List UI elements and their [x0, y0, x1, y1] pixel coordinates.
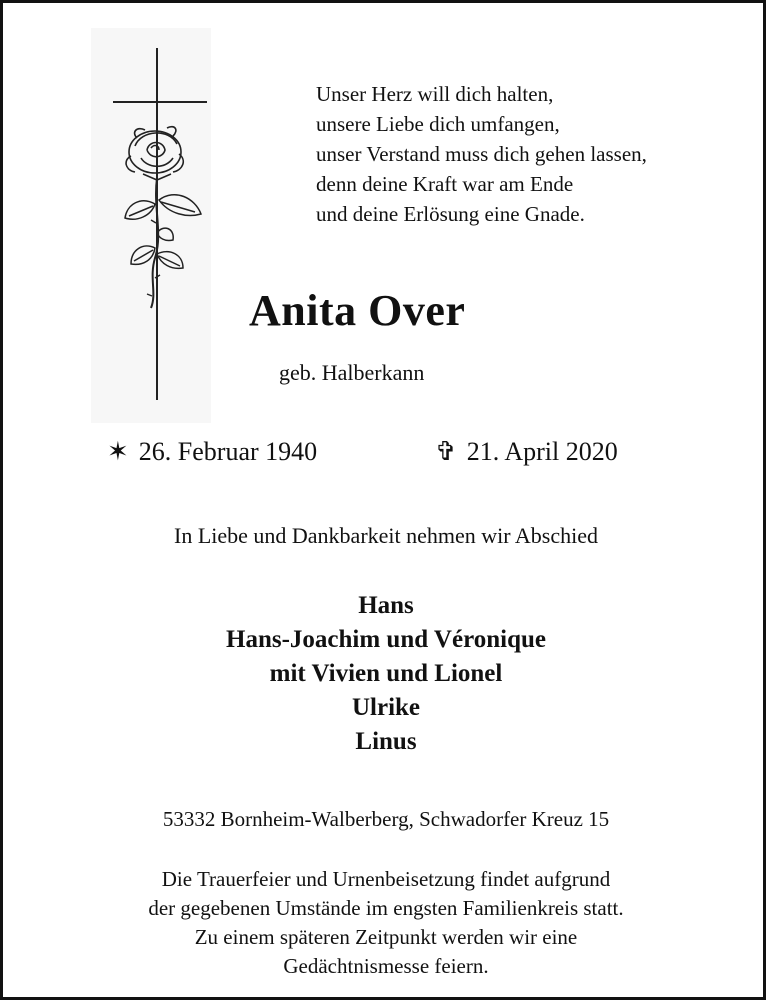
funeral-notice	[3, 865, 766, 981]
maiden-name: geb. Halberkann	[279, 360, 425, 385]
address: 53332 Bornheim-Walberberg, Schwadorfer Kreuz 15	[162, 807, 610, 831]
notice-line: Gedächtnismesse feiern.	[283, 954, 489, 978]
family-list	[3, 589, 766, 759]
family-member: Hans	[358, 592, 414, 619]
cross-with-rose-icon	[91, 28, 211, 423]
notice-line: Die Trauerfeier und Urnenbeisetzung findet aufgrund	[161, 867, 611, 891]
birth-date: 26. Februar 1940	[138, 437, 318, 466]
notice-line: Zu einem späteren Zeitpunkt werden wir eine	[194, 925, 578, 949]
notice-line: der gegebenen Umstände im engsten Familienkreis statt.	[148, 896, 624, 920]
family-member: Ulrike	[351, 694, 421, 721]
star-icon: ✶	[107, 437, 129, 466]
life-dates	[3, 437, 766, 477]
family-member: Hans-Joachim und Véronique	[226, 626, 546, 653]
poem-line: Unser Herz will dich halten,	[316, 82, 554, 106]
death-date-group	[435, 437, 618, 467]
family-member: mit Vivien und Lionel	[269, 660, 503, 687]
poem-line: und deine Erlösung eine Gnade.	[316, 202, 585, 226]
poem-line: denn deine Kraft war am Ende	[316, 172, 574, 196]
poem-line: unsere Liebe dich umfangen,	[316, 112, 560, 136]
family-member: Linus	[355, 728, 417, 755]
birth-date-group	[107, 437, 317, 467]
poem	[316, 79, 647, 229]
farewell-text: In Liebe und Dankbarkeit nehmen wir Abschied	[174, 523, 598, 548]
death-date: 21. April 2020	[466, 437, 618, 466]
deceased-name: Anita Over	[249, 286, 466, 335]
cross-icon: ✞	[435, 437, 457, 466]
poem-line: unser Verstand muss dich gehen lassen,	[316, 142, 647, 166]
